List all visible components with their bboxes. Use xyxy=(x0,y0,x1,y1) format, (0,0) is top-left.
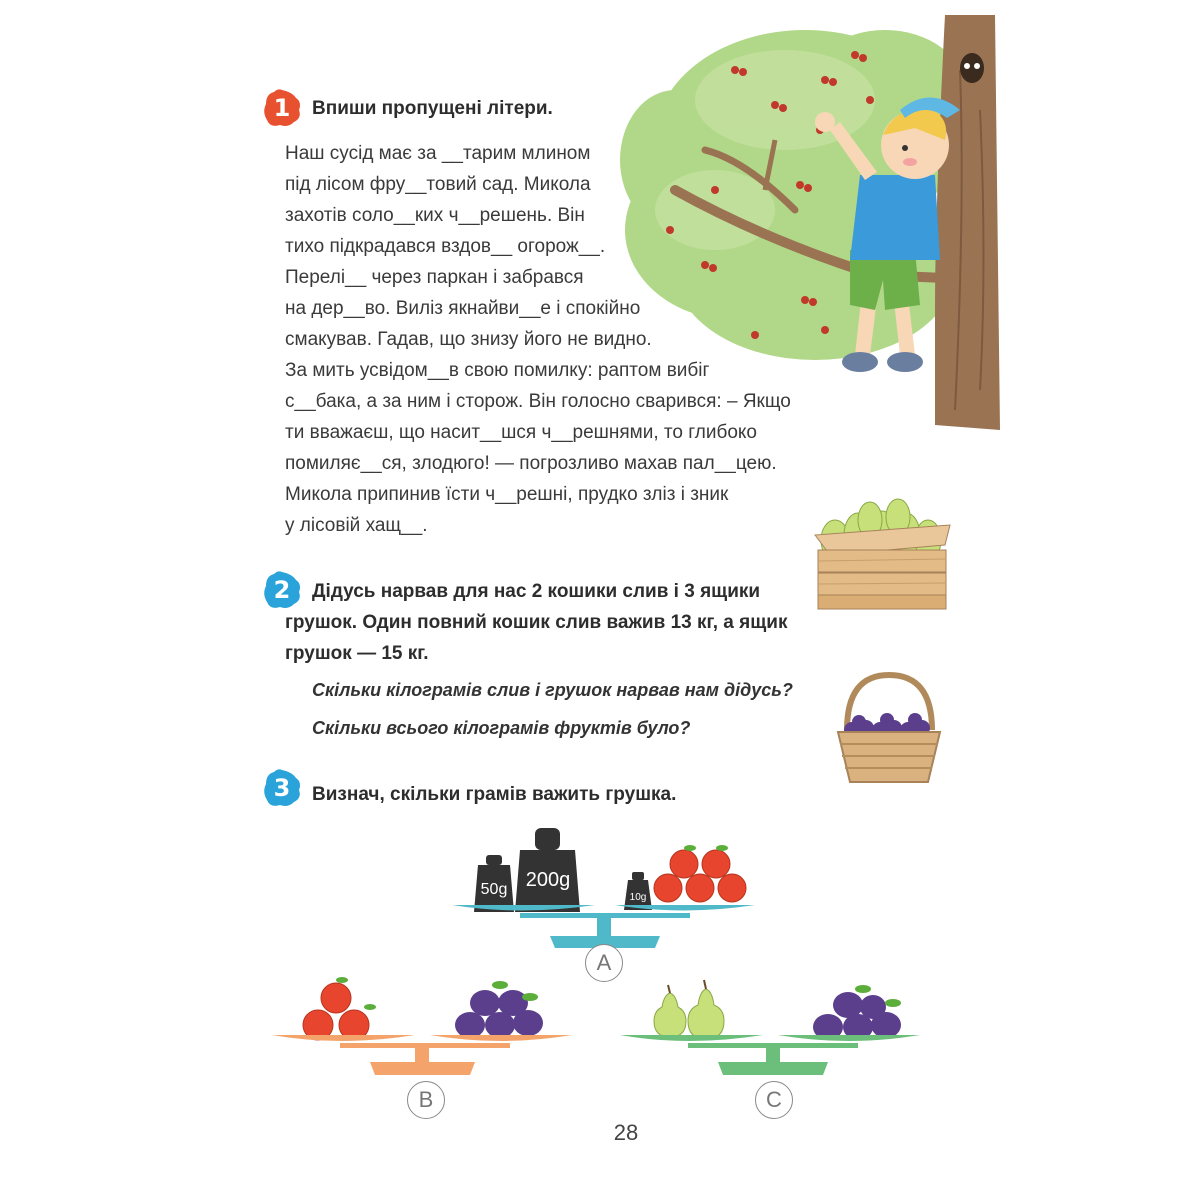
task-3-title: Визнач, скільки грамів важить грушка. xyxy=(312,784,677,805)
page-number: 28 xyxy=(613,1120,639,1145)
svg-text:10g: 10g xyxy=(629,892,647,903)
plum-basket-illustration xyxy=(832,670,947,790)
task-1-text-line: захотів соло__ких ч__решень. Він xyxy=(285,205,585,226)
task-2-question-2: Скільки всього кілограмів фруктів було? xyxy=(312,718,691,738)
task-2-title-line-3: грушок — 15 кг. xyxy=(285,643,429,664)
task-1-text-line: у лісовій хащ__. xyxy=(285,515,428,536)
task-1-text-line: ти вважаєш, що насит__шся ч__решнями, то глибоко xyxy=(285,422,758,443)
task-3-badge xyxy=(262,768,302,808)
task-1-text-line: помиляє__ся, злодюго! — погрозливо махав пал__цею. xyxy=(285,453,777,474)
task-1-text-line: смакував. Гадав, що знизу його не видно. xyxy=(285,329,652,350)
task-1-number: 1 xyxy=(273,94,291,122)
scale-a xyxy=(450,820,760,955)
task-2-title-line-1: Дідусь нарвав для нас 2 кошики слив і 3 ящики xyxy=(312,581,761,602)
task-1-title: Впиши пропущені літери. xyxy=(312,98,553,119)
task-1-text-line: тихо підкрадався вздов__ огорож__. xyxy=(285,236,606,257)
task-3-number: 3 xyxy=(273,774,291,802)
task-1-badge xyxy=(262,88,302,128)
scale-c-label: C xyxy=(755,1081,793,1119)
task-1-text-line: с__бака, а за ним і сторож. Він голосно сварився: – Якщо xyxy=(285,391,791,412)
task-1-text-line: Микола припинив їсти ч__решні, прудко зліз і зник xyxy=(285,484,729,505)
task-1-text-line: За мить усвідом__в свою помилку: раптом вибіг xyxy=(285,360,710,381)
task-1-text-line: під лісом фру__товий сад. Микола xyxy=(285,174,591,195)
svg-text:200g: 200g xyxy=(525,869,571,891)
task-1-text-line: Перелі__ через паркан і забрався xyxy=(285,267,584,288)
scale-a-label: A xyxy=(585,944,623,982)
weight-10g xyxy=(624,872,652,910)
task-2-question-1: Скільки кілограмів слив і грушок нарвав нам дідусь? xyxy=(312,680,793,700)
svg-text:50g: 50g xyxy=(480,881,508,898)
scale-b-label: B xyxy=(407,1081,445,1119)
task-2-badge xyxy=(262,570,302,610)
weight-50g xyxy=(474,855,514,912)
task-2-title-line-2: грушок. Один повний кошик слив важив 13 кг, а ящик xyxy=(285,612,788,633)
task-1-text-line: на дер__во. Виліз якнайви__е і спокійно xyxy=(285,298,641,319)
pear-crate-illustration xyxy=(810,495,955,615)
task-1-text-line: Наш сусід має за __тарим млином xyxy=(285,143,591,164)
scale-b xyxy=(270,965,575,1090)
task-2-number: 2 xyxy=(273,576,291,604)
weight-200g xyxy=(515,828,580,912)
scale-c xyxy=(618,975,923,1090)
